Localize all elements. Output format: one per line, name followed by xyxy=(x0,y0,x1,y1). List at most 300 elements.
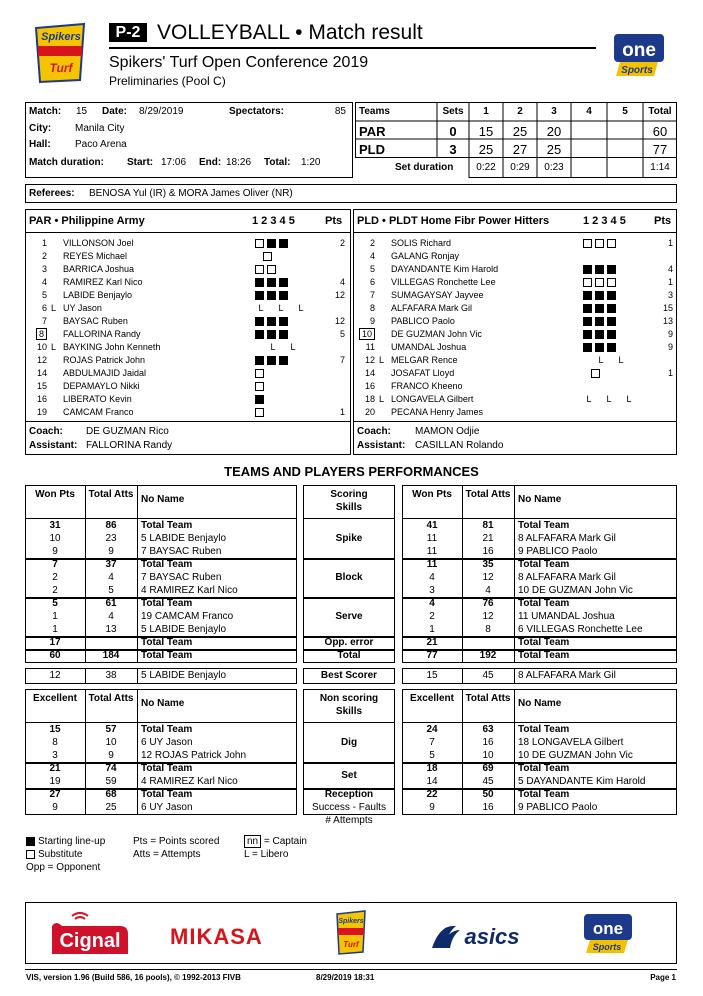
player-number: 2 xyxy=(369,238,375,248)
svg-text:asics: asics xyxy=(464,924,520,949)
legend-pts: Pts = Points scored xyxy=(133,836,220,847)
player-set-marks xyxy=(583,237,619,249)
stat-value: 27 xyxy=(49,789,61,800)
col-header: Excellent xyxy=(33,693,77,704)
start-time: 17:06 xyxy=(161,157,187,168)
substitute-square-icon xyxy=(263,252,272,261)
stat-attempts: 192 xyxy=(479,650,497,661)
skills-header: Scoring Skills xyxy=(330,489,368,513)
city-label: City: xyxy=(29,123,52,134)
stat-attempts: 69 xyxy=(482,763,494,774)
starting-square-icon xyxy=(595,291,604,300)
substitute-square-icon xyxy=(267,265,276,274)
score-header-cell: 4 xyxy=(586,106,592,117)
player-number: 14 xyxy=(36,368,47,378)
player-points: 9 xyxy=(667,329,673,339)
stat-value: 3 xyxy=(52,750,58,761)
stat-value: 8 xyxy=(52,737,58,748)
player-name: RAMIREZ Karl Nico xyxy=(63,277,143,287)
player-name: UMANDAL Joshua xyxy=(391,342,467,352)
player-number: 14 xyxy=(364,368,375,378)
score-sets-won: 3 xyxy=(449,142,457,157)
starting-square-icon xyxy=(607,343,616,352)
player-points: 1 xyxy=(667,238,673,248)
one-sports-sponsor-logo xyxy=(582,914,634,954)
player-row xyxy=(357,406,677,418)
stat-value: 21 xyxy=(426,637,438,648)
stat-attempts: 8 xyxy=(485,624,491,635)
starting-square-icon xyxy=(267,356,276,365)
stat-player: 9 PABLICO Paolo xyxy=(518,802,598,813)
team-a-pts-header: Pts xyxy=(325,215,343,227)
one-sports-logo xyxy=(614,34,664,78)
col-header: No Name xyxy=(141,698,185,709)
stat-value: 9 xyxy=(52,546,58,557)
footer-rule xyxy=(25,969,677,970)
player-name: DEPAMAYLO Nikki xyxy=(63,381,140,391)
starting-square-icon xyxy=(595,330,604,339)
referees-value: BENOSA Yul (IR) & MORA James Oliver (NR) xyxy=(89,188,293,199)
svg-text:one: one xyxy=(592,919,624,938)
stat-value: 4 xyxy=(429,572,435,583)
substitute-square-icon xyxy=(583,239,592,248)
player-points: 9 xyxy=(667,342,673,352)
libero-mark-icon: L xyxy=(298,303,304,313)
player-name: FALLORINA Randy xyxy=(63,329,141,339)
stat-attempts: 184 xyxy=(102,650,120,661)
stat-player: Total Team xyxy=(518,520,570,531)
stat-player: 12 ROJAS Patrick John xyxy=(141,750,247,761)
referees-label: Referees: xyxy=(29,188,75,199)
stat-player: Total Team xyxy=(518,637,570,648)
player-name: CAMCAM Franco xyxy=(63,407,134,417)
competition-name: Spikers' Turf Open Conference 2019 xyxy=(109,54,369,71)
captain-box: 10 xyxy=(359,328,375,340)
player-name: MELGAR Rence xyxy=(391,355,458,365)
player-name: JOSAFAT Lloyd xyxy=(391,368,455,378)
player-row xyxy=(357,354,677,366)
stat-attempts: 5 xyxy=(108,585,114,596)
stat-attempts: 12 xyxy=(482,572,494,583)
player-row xyxy=(29,315,349,327)
starting-square-icon xyxy=(607,304,616,313)
svg-text:Turf: Turf xyxy=(343,940,359,949)
stat-player: 5 LABIDE Benjaylo xyxy=(141,533,227,544)
table-rule xyxy=(303,762,395,764)
starting-square-icon xyxy=(26,837,35,846)
end-time: 18:26 xyxy=(226,157,252,168)
player-name: SOLIS Richard xyxy=(391,238,452,248)
player-set-marks xyxy=(583,276,619,288)
stat-attempts: 45 xyxy=(482,776,494,787)
stat-value: 11 xyxy=(426,533,438,544)
stat-value: 19 xyxy=(49,776,61,787)
player-number: 4 xyxy=(369,251,375,261)
best-scorer-player: 8 ALFAFARA Mark Gil xyxy=(518,670,616,681)
player-row xyxy=(29,406,349,418)
stat-player: Total Team xyxy=(141,724,193,735)
table-rule xyxy=(514,689,515,815)
starting-square-icon xyxy=(595,343,604,352)
player-number: 16 xyxy=(36,394,47,404)
libero-mark-icon: L xyxy=(290,342,296,352)
stat-attempts: 35 xyxy=(482,559,494,570)
stat-player: Total Team xyxy=(141,637,193,648)
substitute-square-icon xyxy=(607,239,616,248)
stat-attempts: 68 xyxy=(105,789,117,800)
col-header: Won Pts xyxy=(412,489,452,500)
player-row xyxy=(29,302,349,314)
stat-value: 2 xyxy=(52,585,58,596)
stat-player: Total Team xyxy=(141,763,193,774)
starting-square-icon xyxy=(255,330,264,339)
stat-player: Total Team xyxy=(518,789,570,800)
substitute-square-icon xyxy=(595,278,604,287)
stat-player: Total Team xyxy=(141,789,193,800)
player-row xyxy=(357,276,677,288)
player-number: 10 xyxy=(36,342,47,352)
stat-value: 5 xyxy=(429,750,435,761)
starting-square-icon xyxy=(267,317,276,326)
stat-player: 6 UY Jason xyxy=(141,802,193,813)
player-row xyxy=(357,367,677,379)
spikers-turf-sponsor-logo xyxy=(333,908,369,956)
skill-name: Dig xyxy=(340,737,358,748)
stat-player: 9 PABLICO Paolo xyxy=(518,546,598,557)
svg-text:Turf: Turf xyxy=(49,61,73,75)
table-rule xyxy=(303,518,395,519)
stat-player: 7 BAYSAC Ruben xyxy=(141,572,222,583)
stat-player: Total Team xyxy=(141,598,193,609)
stat-player: Total Team xyxy=(518,559,570,570)
player-set-marks xyxy=(583,354,627,366)
starting-square-icon xyxy=(267,330,276,339)
player-row xyxy=(357,393,677,405)
player-row xyxy=(29,237,349,249)
performance-title: TEAMS AND PLAYERS PERFORMANCES xyxy=(224,464,479,479)
starting-square-icon xyxy=(583,265,592,274)
col-header: Won Pts xyxy=(35,489,75,500)
legend xyxy=(26,836,356,876)
stat-value: 11 xyxy=(426,559,438,570)
starting-square-icon xyxy=(583,317,592,326)
substitute-square-icon xyxy=(607,278,616,287)
stat-value: 21 xyxy=(49,763,61,774)
player-set-marks xyxy=(255,315,291,327)
player-points: 1 xyxy=(339,407,345,417)
player-name: ROJAS Patrick John xyxy=(63,355,146,365)
competition-phase: Preliminaries (Pool C) xyxy=(109,74,226,88)
player-row xyxy=(357,315,677,327)
table-rule xyxy=(303,558,395,560)
skill-name: Block xyxy=(335,572,363,583)
stat-value: 2 xyxy=(429,611,435,622)
starting-square-icon xyxy=(595,304,604,313)
player-number: 5 xyxy=(41,290,47,300)
player-set-marks xyxy=(255,328,291,340)
table-rule xyxy=(303,597,395,599)
libero-mark-icon: L xyxy=(606,394,612,404)
svg-text:Spikers: Spikers xyxy=(338,918,364,925)
libero-flag: L xyxy=(51,303,57,313)
player-points: 12 xyxy=(334,290,345,300)
score-sets-won: 0 xyxy=(449,124,457,139)
player-set-marks xyxy=(255,263,279,275)
player-name: VILLEGAS Ronchette Lee xyxy=(391,277,496,287)
mikasa-logo: MIKASA xyxy=(170,924,263,949)
stat-value: 1 xyxy=(52,611,58,622)
stat-attempts: 76 xyxy=(482,598,494,609)
skill-subtitle: Success - Faults xyxy=(312,802,386,813)
player-row xyxy=(357,380,677,392)
player-set-marks xyxy=(583,289,619,301)
stat-attempts: 59 xyxy=(105,776,117,787)
starting-square-icon xyxy=(279,278,288,287)
player-number: 15 xyxy=(36,381,47,391)
stat-value: 24 xyxy=(426,724,438,735)
player-points: 7 xyxy=(339,355,345,365)
player-name: UY Jason xyxy=(63,303,102,313)
player-row xyxy=(29,276,349,288)
svg-text:Cignal: Cignal xyxy=(59,930,121,952)
team-b-coach-rule xyxy=(353,421,677,422)
player-row xyxy=(357,302,677,314)
legend-atts: Atts = Attempts xyxy=(133,849,201,860)
player-number xyxy=(357,328,375,340)
player-number: 9 xyxy=(369,316,375,326)
player-row xyxy=(357,263,677,275)
team-b-pts-header: Pts xyxy=(654,215,672,227)
stat-value: 7 xyxy=(52,559,58,570)
player-number: 19 xyxy=(36,407,47,417)
stat-attempts: 74 xyxy=(105,763,117,774)
stat-value: 31 xyxy=(49,520,61,531)
player-row xyxy=(29,263,349,275)
libero-flag: L xyxy=(379,394,385,404)
player-set-marks xyxy=(255,406,267,418)
legend-substitute xyxy=(26,849,82,861)
stat-value: 1 xyxy=(429,624,435,635)
libero-mark-icon: L xyxy=(626,394,632,404)
stat-player: 6 UY Jason xyxy=(141,737,193,748)
player-number: 18 xyxy=(364,394,375,404)
spectators-count: 85 xyxy=(334,106,346,117)
score-header-cell: Teams xyxy=(359,106,390,117)
team-a-coach-rule xyxy=(25,421,351,422)
player-name: LIBERATO Kevin xyxy=(63,394,132,404)
player-row xyxy=(29,393,349,405)
starting-square-icon xyxy=(255,291,264,300)
stat-attempts: 81 xyxy=(482,520,494,531)
stat-player: Total Team xyxy=(141,520,193,531)
starting-square-icon xyxy=(255,317,264,326)
score-total-points: 77 xyxy=(652,142,668,157)
stat-value: 9 xyxy=(429,802,435,813)
skill-name: Total xyxy=(337,650,361,661)
starting-square-icon xyxy=(583,343,592,352)
stat-player: 18 LONGAVELA Gilbert xyxy=(518,737,624,748)
stat-player: 4 RAMIREZ Karl Nico xyxy=(141,585,238,596)
skill-name: Reception xyxy=(324,789,374,800)
team-a-assistant: FALLORINA Randy xyxy=(86,440,173,451)
stat-value: 9 xyxy=(52,802,58,813)
stat-attempts: 25 xyxy=(105,802,117,813)
team-b-assistant: CASILLAN Rolando xyxy=(415,440,504,451)
stat-attempts: 10 xyxy=(482,750,494,761)
player-points: 12 xyxy=(334,316,345,326)
legend-substitute-text: Substitute xyxy=(38,849,83,860)
player-row xyxy=(29,367,349,379)
stat-player: 5 DAYANDANTE Kim Harold xyxy=(518,776,646,787)
col-header: No Name xyxy=(518,698,562,709)
player-number: 12 xyxy=(36,355,47,365)
starting-square-icon xyxy=(607,265,616,274)
date-label: Date: xyxy=(102,106,128,117)
asics-logo xyxy=(430,920,526,952)
player-name: ABDULMAJID Jaidal xyxy=(63,368,147,378)
captain-box: nn xyxy=(244,835,261,848)
player-number: 12 xyxy=(364,355,375,365)
player-name: DAYANDANTE Kim Harold xyxy=(391,264,499,274)
player-number: 3 xyxy=(41,264,47,274)
stat-value: 77 xyxy=(426,650,438,661)
starting-square-icon xyxy=(595,265,604,274)
stat-attempts: 10 xyxy=(105,737,117,748)
starting-square-icon xyxy=(255,395,264,404)
substitute-square-icon xyxy=(255,382,264,391)
match-date: 8/29/2019 xyxy=(139,106,184,117)
player-name: BAYKING John Kenneth xyxy=(63,342,161,352)
score-header-cell: 2 xyxy=(517,106,523,117)
stat-attempts: 16 xyxy=(482,737,494,748)
starting-square-icon xyxy=(607,317,616,326)
player-row xyxy=(357,237,677,249)
player-set-marks xyxy=(583,263,619,275)
stat-player: 11 UMANDAL Joshua xyxy=(518,611,615,622)
player-name: BARRICA Joshua xyxy=(63,264,135,274)
starting-square-icon xyxy=(583,330,592,339)
stat-attempts: 63 xyxy=(482,724,494,735)
starting-square-icon xyxy=(279,317,288,326)
player-points: 4 xyxy=(339,277,345,287)
score-header-cell: Sets xyxy=(442,106,464,117)
score-team-name: PLD xyxy=(359,142,385,157)
stat-attempts: 12 xyxy=(482,611,494,622)
score-header-cell: 3 xyxy=(551,106,557,117)
stat-attempts: 9 xyxy=(108,546,114,557)
stat-player: Total Team xyxy=(141,559,193,570)
player-points: 2 xyxy=(339,238,345,248)
stat-attempts: 21 xyxy=(482,533,494,544)
stat-attempts: 61 xyxy=(105,598,117,609)
starting-square-icon xyxy=(279,291,288,300)
player-name: FRANCO Kheeno xyxy=(391,381,463,391)
libero-flag: L xyxy=(51,342,57,352)
stat-player: 5 LABIDE Benjaylo xyxy=(141,624,227,635)
table-rule xyxy=(514,668,515,684)
player-set-marks xyxy=(583,302,619,314)
best-scorer-points: 12 xyxy=(49,670,61,681)
substitute-square-icon xyxy=(595,239,604,248)
spikers-turf-logo xyxy=(30,20,92,86)
player-name: GALANG Ronjay xyxy=(391,251,460,261)
svg-text:one: one xyxy=(622,40,656,61)
start-label: Start: xyxy=(127,157,154,168)
stat-attempts: 37 xyxy=(105,559,117,570)
col-header: Total Atts xyxy=(88,693,134,704)
player-points: 15 xyxy=(662,303,673,313)
score-set-points: 27 xyxy=(512,142,528,157)
stat-player: 6 VILLEGAS Ronchette Lee xyxy=(518,624,643,635)
col-header: Total Atts xyxy=(465,693,511,704)
team-a-title: PAR • Philippine Army xyxy=(29,215,145,227)
player-set-marks xyxy=(255,237,291,249)
score-set-points: 25 xyxy=(478,142,494,157)
stat-attempts: 16 xyxy=(482,802,494,813)
score-total-points: 60 xyxy=(652,124,668,139)
set-duration-total: 1:14 xyxy=(650,162,670,173)
score-set-points: 15 xyxy=(478,124,494,139)
player-set-marks xyxy=(255,367,267,379)
team-a-coach: DE GUZMAN Rico xyxy=(86,426,169,437)
team-a-set-header: 1 2 3 4 5 xyxy=(252,215,295,227)
best-scorer-points: 15 xyxy=(426,670,438,681)
substitute-square-icon xyxy=(591,369,600,378)
p2-code-badge: P-2 xyxy=(109,23,147,42)
team-a-assistant-label: Assistant: xyxy=(29,440,78,451)
player-set-marks xyxy=(255,276,291,288)
player-row xyxy=(357,250,677,262)
player-points: 3 xyxy=(667,290,673,300)
col-header: No Name xyxy=(518,494,562,505)
player-row xyxy=(357,341,677,353)
svg-text:Sports: Sports xyxy=(621,65,653,76)
player-row xyxy=(29,289,349,301)
skill-name: Spike xyxy=(335,533,363,544)
skills-header: Non scoring Skills xyxy=(319,693,379,717)
match-label: Match: xyxy=(29,106,62,117)
starting-square-icon xyxy=(279,330,288,339)
stat-attempts: 50 xyxy=(482,789,494,800)
total-label: Total: xyxy=(264,157,291,168)
stat-value: 18 xyxy=(426,763,438,774)
player-row xyxy=(29,354,349,366)
col-header: Excellent xyxy=(410,693,454,704)
starting-square-icon xyxy=(583,304,592,313)
player-set-marks xyxy=(255,380,267,392)
footer-page: Page 1 xyxy=(650,973,676,982)
title-rule xyxy=(109,47,596,49)
player-number: 6 xyxy=(369,277,375,287)
stat-player: 7 BAYSAC Ruben xyxy=(141,546,222,557)
page-title: VOLLEYBALL • Match result xyxy=(157,21,423,44)
stat-value: 11 xyxy=(426,546,438,557)
stat-attempts: 57 xyxy=(105,724,117,735)
player-row xyxy=(29,250,349,262)
player-name: VILLONSON Joel xyxy=(63,238,134,248)
stat-player: 10 DE GUZMAN John Vic xyxy=(518,750,633,761)
player-set-marks xyxy=(583,341,619,353)
duration-label: Match duration: xyxy=(29,157,104,168)
player-set-marks xyxy=(255,289,291,301)
stat-value: 60 xyxy=(49,650,61,661)
team-b-assistant-label: Assistant: xyxy=(357,440,406,451)
player-row xyxy=(29,380,349,392)
starting-square-icon xyxy=(607,291,616,300)
player-number: 4 xyxy=(41,277,47,287)
player-set-marks xyxy=(583,328,619,340)
legend-captain-text: = Captain xyxy=(263,836,307,847)
